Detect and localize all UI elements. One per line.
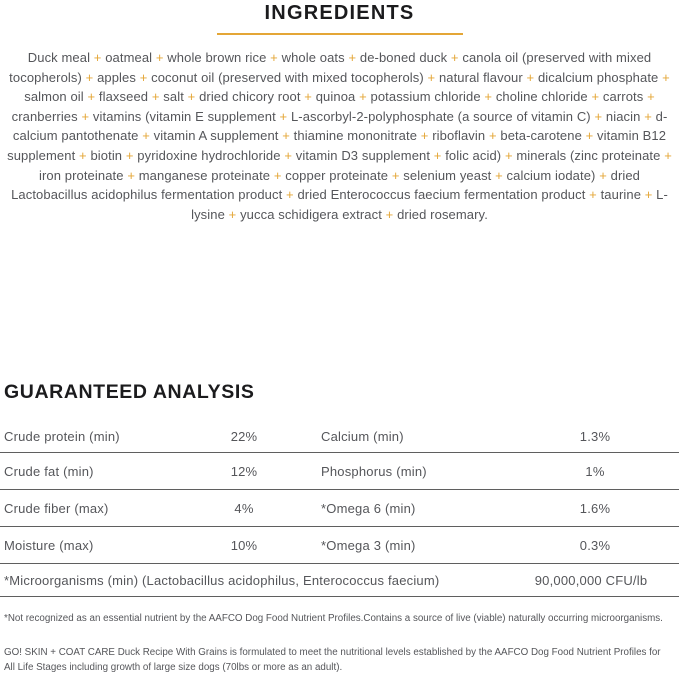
plus-separator-icon: + — [488, 128, 497, 144]
plus-separator-icon: + — [142, 128, 150, 144]
analysis-row — [0, 453, 679, 490]
plus-separator-icon: + — [450, 50, 459, 65]
analysis-value: 1.3% — [579, 428, 611, 444]
plus-separator-icon: + — [647, 89, 655, 105]
plus-separator-icon: + — [125, 147, 134, 163]
guaranteed-analysis-title: GUARANTEED ANALYSIS — [4, 381, 255, 404]
plus-separator-icon: + — [139, 69, 148, 85]
plus-separator-icon: + — [282, 128, 290, 144]
plus-separator-icon: + — [348, 50, 357, 65]
plus-separator-icon: + — [427, 69, 436, 85]
plus-separator-icon: + — [79, 147, 87, 163]
plus-separator-icon: + — [270, 50, 278, 65]
analysis-row — [0, 527, 679, 564]
plus-separator-icon: + — [304, 89, 312, 105]
plus-separator-icon: + — [391, 167, 400, 183]
plus-separator-icon: + — [81, 108, 90, 124]
plus-separator-icon: + — [151, 89, 160, 105]
ingredients-title: INGREDIENTS — [264, 2, 415, 24]
analysis-value: 1% — [585, 463, 605, 479]
analysis-value: 1.6% — [579, 500, 611, 516]
analysis-value: 0.3% — [579, 537, 611, 553]
analysis-label: Crude fat (min) — [4, 463, 94, 479]
plus-separator-icon: + — [127, 167, 136, 183]
analysis-label: *Omega 6 (min) — [321, 500, 416, 516]
asterisk-footnote: *Not recognized as an essential nutrient by the AAFCO Dog Food Nutrient Profiles.Contains a source of live (viable) naturally occurring microorganisms. — [4, 613, 663, 625]
plus-separator-icon: + — [279, 108, 288, 124]
analysis-label: Crude fiber (max) — [4, 500, 109, 516]
analysis-value: 22% — [230, 428, 258, 444]
plus-separator-icon: + — [662, 69, 670, 85]
plus-separator-icon: + — [585, 128, 594, 144]
plus-separator-icon: + — [286, 187, 294, 203]
plus-separator-icon: + — [93, 50, 102, 65]
plus-separator-icon: + — [484, 89, 493, 105]
guaranteed-analysis-table — [0, 420, 679, 597]
plus-separator-icon: + — [504, 147, 513, 163]
plus-separator-icon: + — [85, 69, 94, 85]
plus-separator-icon: + — [591, 89, 600, 105]
plus-separator-icon: + — [420, 128, 429, 144]
analysis-row — [0, 420, 679, 453]
plus-separator-icon: + — [385, 206, 394, 222]
plus-separator-icon: + — [273, 167, 282, 183]
plus-separator-icon: + — [87, 89, 96, 105]
analysis-value: 4% — [234, 500, 254, 516]
plus-separator-icon: + — [594, 108, 603, 124]
analysis-row-microorganisms — [0, 564, 679, 597]
analysis-label: *Omega 3 (min) — [321, 537, 416, 553]
plus-separator-icon: + — [644, 108, 652, 124]
analysis-value: 10% — [230, 537, 258, 553]
analysis-label: Crude protein (min) — [4, 428, 120, 444]
plus-separator-icon: + — [359, 89, 367, 105]
plus-separator-icon: + — [526, 69, 535, 85]
plus-separator-icon: + — [228, 206, 237, 222]
plus-separator-icon: + — [644, 187, 653, 203]
analysis-label: Moisture (max) — [4, 537, 94, 553]
formulation-note: GO! SKIN + COAT CARE Duck Recipe With Grains is formulated to meet the nutritional levels established by the AAFCO Dog Food Nutrient Profiles for All Life Stages including growth of large size dogs (70lbs or more as an adult). — [4, 647, 661, 674]
analysis-row — [0, 490, 679, 527]
plus-separator-icon: + — [664, 147, 672, 163]
plus-separator-icon: + — [187, 89, 196, 105]
analysis-label: Calcium (min) — [321, 428, 404, 444]
analysis-label: Phosphorus (min) — [321, 463, 427, 479]
plus-separator-icon: + — [433, 147, 442, 163]
analysis-value: 90,000,000 CFU/lb — [534, 572, 648, 588]
ingredients-text: Duck meal + oatmeal + whole brown rice + whole oats + de-boned duck + canola oil (preserved with mixed tocopherols) + apples + coconut oil (preserved with mixed tocopherols) + natural flavour + dicalcium phosphate + salmon oil + flaxseed + salt + dried chicory root + quinoa + potassium chloride + choline chloride + carrots + cranberries + vitamins (vitamin E supplement + L-ascorbyl-2-polyphosphate (a source of vitamin C) + niacin + d-calcium pantothenate + vitamin A supplement + thiamine mononitrate + riboflavin + beta-carotene + vitamin B12 supplement + biotin + pyridoxine hydrochloride + vitamin D3 supplement + folic acid) + minerals (zinc proteinate + iron proteinate + manganese proteinate + copper proteinate + selenium yeast + calcium iodate) + dried Lactobacillus acidophilus fermentation product + dried Enterococcus faecium fermentation product + taurine + L-lysine + yucca schidigera extract + dried rosemary. — [7, 50, 672, 222]
gold-divider-rule — [217, 33, 463, 35]
plus-separator-icon: + — [589, 187, 597, 203]
plus-separator-icon: + — [284, 147, 293, 163]
plus-separator-icon: + — [155, 50, 164, 65]
plus-separator-icon: + — [495, 167, 503, 183]
plus-separator-icon: + — [599, 167, 607, 183]
analysis-value: 12% — [230, 463, 258, 479]
analysis-label: *Microorganisms (min) (Lactobacillus acidophilus, Enterococcus faecium) — [4, 572, 440, 588]
